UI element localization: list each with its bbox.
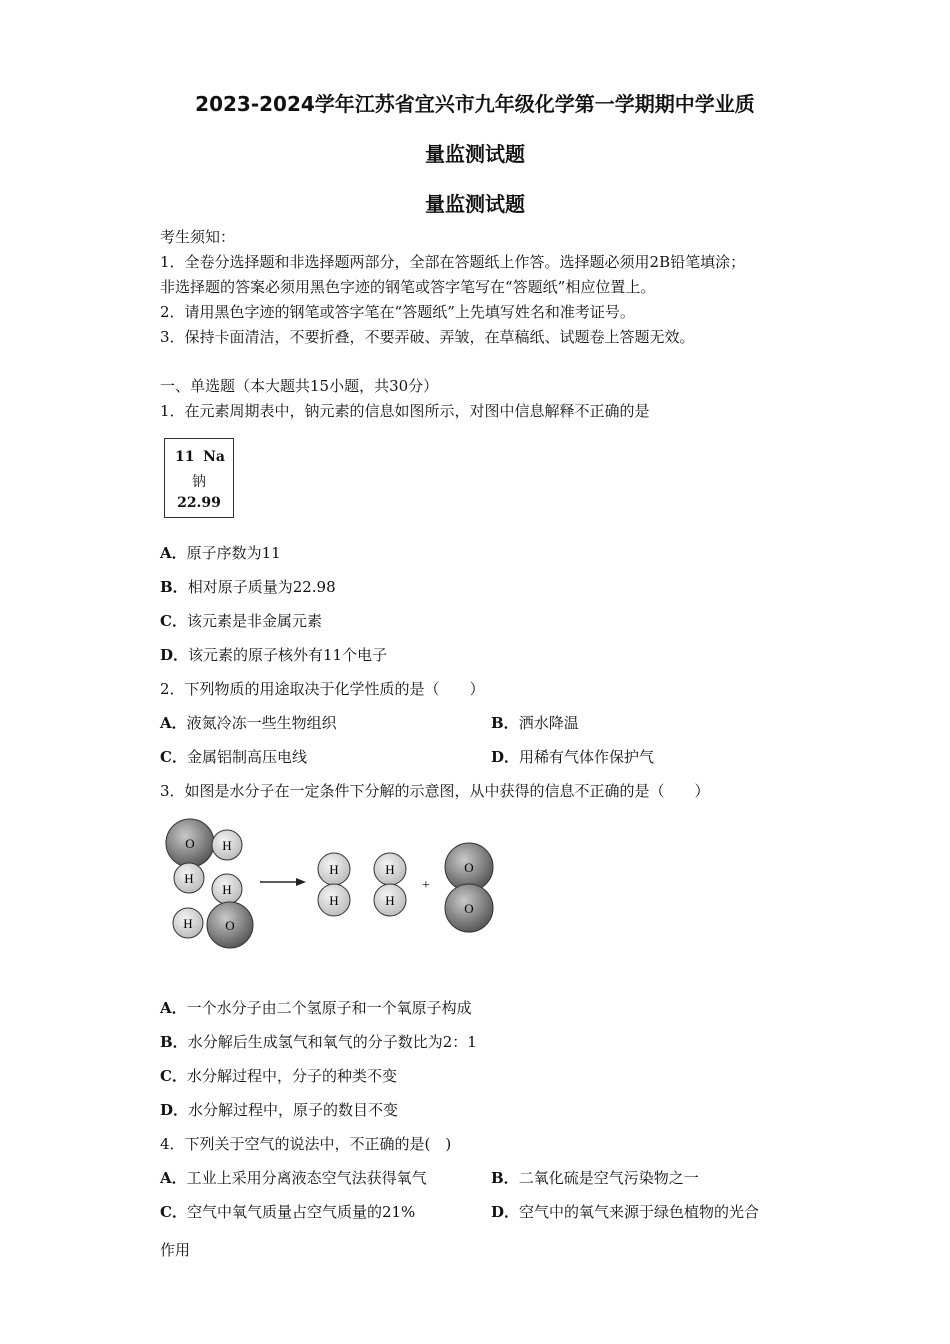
option <box>160 1202 415 1222</box>
page-title-line3: 量监测试题 <box>425 192 525 216</box>
option-label: A． <box>160 714 187 732</box>
water-molecule <box>166 819 242 867</box>
option-text: 空气中的氧气来源于绿色植物的光合 <box>519 1203 760 1221</box>
question-stem: 3．如图是水分子在一定条件下分解的示意图，从中获得的信息不正确的是（ ） <box>160 782 710 800</box>
atom-label: H <box>385 893 395 908</box>
atom-label: H <box>329 862 339 877</box>
option <box>491 1168 699 1188</box>
notice-item: 非选择题的答案必须用黑色字迹的钢笔或答字笔写在“答题纸”相应位置上。 <box>160 278 656 296</box>
element-card <box>164 438 234 518</box>
option-label: C． <box>160 1203 187 1221</box>
option-text: 二氧化硫是空气污染物之一 <box>518 1169 699 1187</box>
option-text: 水分解过程中，分子的种类不变 <box>186 1067 397 1085</box>
question-stem: 4．下列关于空气的说法中，不正确的是( ) <box>160 1135 452 1153</box>
option-label: A． <box>160 544 187 562</box>
option <box>160 577 336 597</box>
page-title-line2: 量监测试题 <box>425 142 525 166</box>
option <box>160 747 307 767</box>
option-text: 水分解后生成氢气和氧气的分子数比为2：1 <box>187 1033 477 1051</box>
option <box>160 998 472 1018</box>
question-stem: 2．下列物质的用途取决于化学性质的是（ ） <box>160 680 485 698</box>
reaction-arrow <box>260 878 306 886</box>
element-name: 钠 <box>192 474 206 490</box>
notice-heading: 考生须知： <box>160 228 236 246</box>
question-stem: 1．在元素周期表中，钠元素的信息如图所示，对图中信息解释不正确的是 <box>160 402 650 420</box>
water-decomposition-diagram <box>160 815 510 955</box>
notice-item: 2．请用黑色字迹的钢笔或答字笔在“答题纸”上先填写姓名和准考证号。 <box>160 303 635 321</box>
atom-label: H <box>329 893 339 908</box>
option-text: 该元素的原子核外有11个电子 <box>188 646 388 664</box>
atom-label: O <box>464 860 474 875</box>
atomic-number: 11 <box>175 449 195 465</box>
option-text: 一个水分子由二个氢原子和一个氧原子构成 <box>186 999 472 1017</box>
atomic-mass: 22.99 <box>177 495 221 511</box>
option-label: D． <box>160 1101 189 1119</box>
atom-label: H <box>222 882 232 897</box>
hydrogen-molecule <box>318 853 350 916</box>
option-label: B． <box>491 1169 519 1187</box>
atom-label: H <box>222 838 232 853</box>
option-label: D． <box>160 646 189 664</box>
option-text: 空气中氧气质量占空气质量的21% <box>186 1203 416 1221</box>
option-label: D． <box>491 748 520 766</box>
water-molecule <box>174 863 242 904</box>
option <box>160 543 281 563</box>
option <box>160 1168 427 1188</box>
option-text: 金属铝制高压电线 <box>186 748 307 766</box>
option <box>160 713 337 733</box>
atom-label: O <box>464 901 474 916</box>
notice-item: 1．全卷分选择题和非选择题两部分，全部在答题纸上作答。选择题必须用2B铅笔填涂； <box>160 253 746 271</box>
option-label: A． <box>160 1169 187 1187</box>
page-title: 2023-2024学年江苏省宜兴市九年级化学第一学期期中学业质 <box>195 92 755 116</box>
option-text: 相对原子质量为22.98 <box>187 578 336 596</box>
option-label: C． <box>160 748 187 766</box>
option-continuation: 作用 <box>160 1241 191 1259</box>
option-label: D． <box>491 1203 520 1221</box>
option <box>160 1032 477 1052</box>
water-molecule <box>173 902 253 948</box>
option-label: B． <box>160 1033 188 1051</box>
option-text: 用稀有气体作保护气 <box>519 748 655 766</box>
atom-label: H <box>184 871 194 886</box>
option <box>491 747 654 767</box>
option <box>160 645 387 665</box>
oxygen-molecule <box>445 843 493 932</box>
option-label: A． <box>160 999 187 1017</box>
atom-label: O <box>185 836 195 851</box>
option <box>160 1066 397 1086</box>
option-text: 工业上采用分离液态空气法获得氧气 <box>186 1169 427 1187</box>
element-symbol: Na <box>203 449 225 465</box>
option <box>491 1202 759 1222</box>
option-label: C． <box>160 612 187 630</box>
option <box>160 611 322 631</box>
option-text: 原子序数为11 <box>186 544 281 562</box>
hydrogen-molecule <box>374 853 406 916</box>
option-label: B． <box>491 714 519 732</box>
option-text: 水分解过程中，原子的数目不变 <box>188 1101 399 1119</box>
atom-label: O <box>225 918 235 933</box>
atom-label: H <box>385 862 395 877</box>
option-text: 液氮冷冻一些生物组织 <box>186 714 337 732</box>
plus-sign: + <box>422 878 430 893</box>
section-heading: 一、单选题（本大题共15小题，共30分） <box>160 377 439 395</box>
option <box>491 713 579 733</box>
option-label: C． <box>160 1067 187 1085</box>
option-label: B． <box>160 578 188 596</box>
option <box>160 1100 398 1120</box>
option-text: 该元素是非金属元素 <box>186 612 322 630</box>
atom-label: H <box>183 916 193 931</box>
notice-item: 3．保持卡面清洁，不要折叠，不要弄破、弄皱，在草稿纸、试题卷上答题无效。 <box>160 328 695 346</box>
option-text: 洒水降温 <box>518 714 579 732</box>
